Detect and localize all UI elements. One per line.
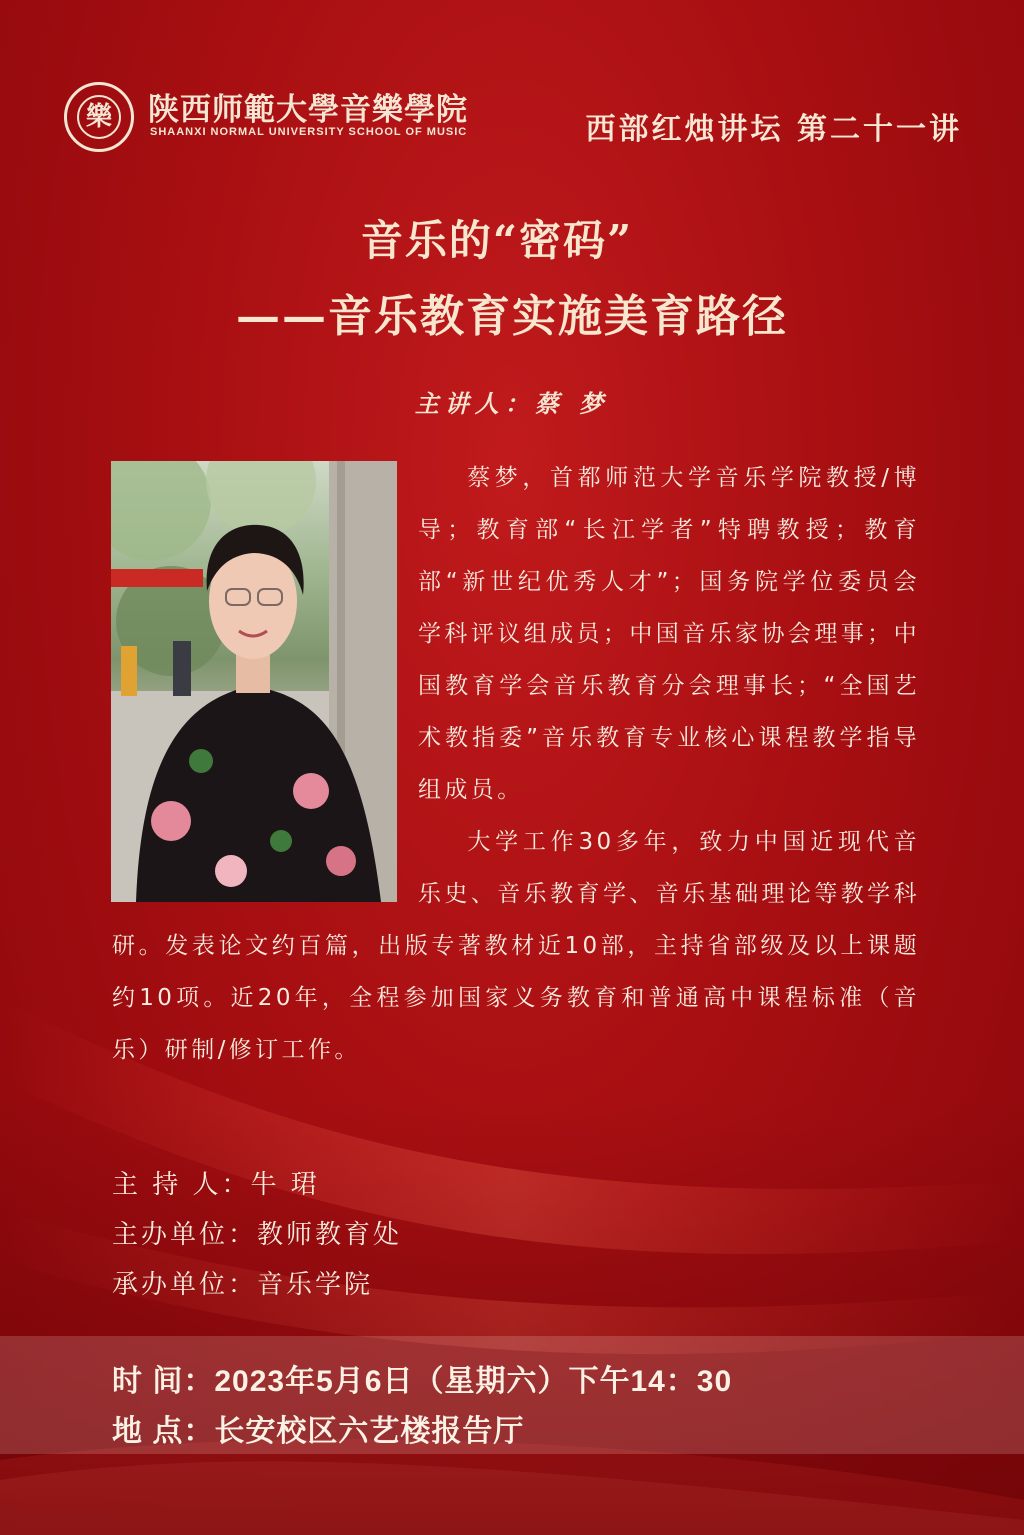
school-name-en: SHAANXI NORMAL UNIVERSITY SCHOOL OF MUSIC: [150, 126, 468, 138]
speaker-line: 主讲人：蔡 梦: [414, 389, 610, 418]
speaker-bio: [112, 452, 920, 1076]
title-line-1: 音乐的“密码”: [360, 216, 634, 265]
seal-character: 樂: [77, 95, 121, 139]
title-line-2: ——音乐教育实施美育路径: [236, 291, 788, 342]
photo-spacer: [112, 452, 418, 894]
event-organizers: [112, 1160, 402, 1310]
school-seal-icon: [64, 82, 134, 152]
school-logo: [64, 78, 494, 158]
school-name-cn: 陕西师範大學音樂學院: [148, 92, 468, 128]
organizer-line: 主办单位：教师教育处: [112, 1220, 403, 1250]
event-time: 时 间：2023年5月6日（星期六）下午14：30: [112, 1365, 733, 1398]
lecture-series: 西部红烛讲坛 第二十一讲: [585, 112, 962, 147]
bio-paragraph-1-text: 蔡梦，首都师范大学音乐学院教授/博导；教育部“长江学者”特聘教授；教育部“新世纪优秀人才”；国务院学位委员会学科评议组成员；中国音乐家协会理事；中国教育学会音乐教育分会理事长；“全国艺术教指委”音乐教育专业核心课程教学指导组成员。: [418, 465, 920, 803]
bio-paragraph-2-text: 大学工作30多年，致力中国近现代音乐史、音乐教育学、音乐基础理论等教学科研。发表论文约百篇，出版专著教材近10部，主持省部级及以上课题约10项。近20年，全程参加国家义务教育和普通高中课程标准（音乐）研制/修订工作。: [112, 829, 920, 1063]
event-place: 地 点：长安校区六艺楼报告厅: [112, 1415, 525, 1448]
undertaker-line: 承办单位：音乐学院: [112, 1270, 374, 1300]
host-line: 主 持 人：牛 珺: [112, 1170, 320, 1200]
